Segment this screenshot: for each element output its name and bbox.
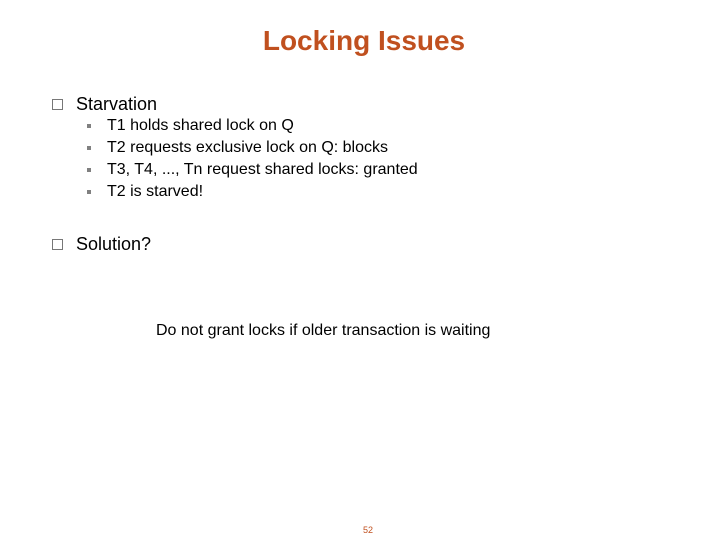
starvation-sub-list [86, 115, 418, 203]
slide-title: Locking Issues [262, 25, 466, 56]
sub-item-label: T2 is starved! [107, 183, 204, 200]
bullet-starvation [52, 92, 157, 116]
page-number: 52 [363, 525, 374, 535]
sub-list-item [86, 137, 418, 159]
solution-note: Do not grant locks if older transaction is waiting [156, 322, 491, 339]
box-icon [52, 99, 63, 110]
sub-list-item [86, 159, 418, 181]
sub-item-label: T2 requests exclusive lock on Q: blocks [107, 139, 389, 156]
square-bullet-icon [87, 124, 91, 128]
square-bullet-icon [87, 146, 91, 150]
bullet-solution [52, 232, 151, 256]
box-icon [52, 239, 63, 250]
sub-list-item [86, 115, 418, 137]
bullet-label: Solution? [76, 234, 152, 254]
sub-item-label: T3, T4, ..., Tn request shared locks: granted [107, 161, 418, 178]
square-bullet-icon [87, 168, 91, 172]
square-bullet-icon [87, 190, 91, 194]
sub-item-label: T1 holds shared lock on Q [107, 117, 294, 134]
sub-list-item [86, 181, 418, 203]
bullet-label: Starvation [76, 94, 158, 114]
